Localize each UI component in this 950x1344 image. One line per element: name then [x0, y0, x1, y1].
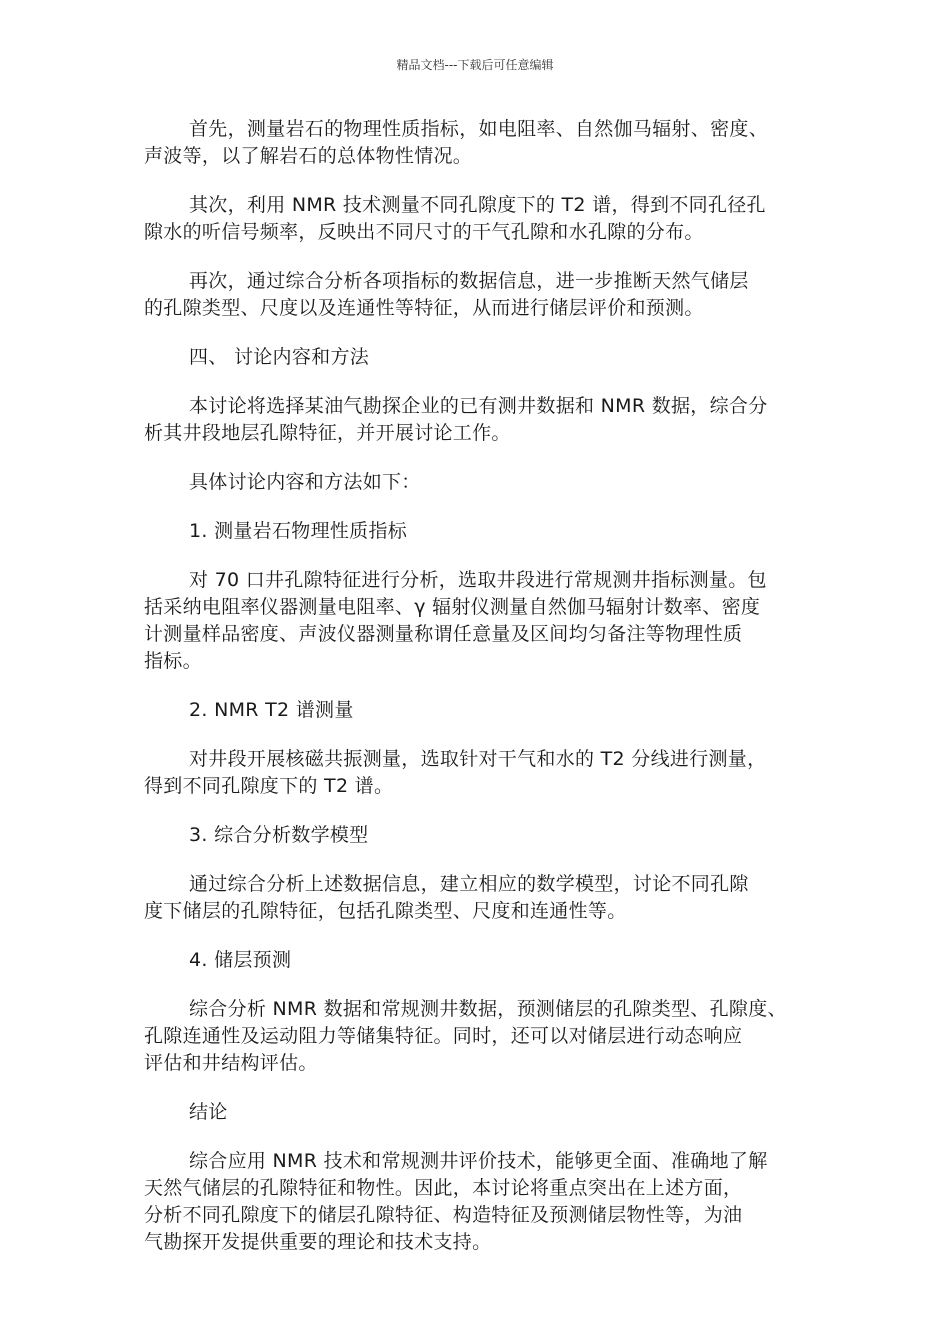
page-header: 精品文档---下载后可任意编辑 — [396, 58, 554, 72]
paragraph-line: 其次，利用 NMR 技术测量不同孔隙度下的 T2 谱，得到不同孔径孔 — [189, 194, 766, 216]
paragraph-line: 评估和井结构评估。 — [144, 1052, 318, 1074]
paragraph-line: 3. 综合分析数学模型 — [189, 824, 369, 846]
paragraph — [144, 518, 816, 545]
paragraph-line: 指标。 — [144, 650, 202, 672]
paragraph — [144, 393, 816, 447]
paragraph-line: 四、 讨论内容和方法 — [189, 346, 370, 368]
paragraph-line: 气勘探开发提供重要的理论和技术支持。 — [144, 1231, 492, 1253]
paragraph — [144, 567, 816, 675]
paragraph-line: 分析不同孔隙度下的储层孔隙特征、构造特征及预测储层物性等，为油 — [144, 1204, 743, 1226]
paragraph — [144, 1148, 816, 1256]
paragraph-line: 2. NMR T2 谱测量 — [189, 699, 354, 721]
document-body — [144, 116, 816, 1278]
paragraph-line: 的孔隙类型、尺度以及连通性等特征，从而进行储层评价和预测。 — [144, 297, 704, 319]
paragraph-line: 本讨论将选择某油气勘探企业的已有测井数据和 NMR 数据，综合分 — [189, 395, 768, 417]
paragraph-line: 再次，通过综合分析各项指标的数据信息，进一步推断天然气储层 — [189, 270, 749, 292]
paragraph — [144, 116, 816, 170]
paragraph-line: 结论 — [189, 1101, 228, 1123]
paragraph — [144, 1099, 816, 1126]
paragraph-line: 首先，测量岩石的物理性质指标，如电阻率、自然伽马辐射、密度、 — [189, 118, 769, 140]
paragraph-line: 析其井段地层孔隙特征，并开展讨论工作。 — [144, 422, 511, 444]
paragraph-line: 孔隙连通性及运动阻力等储集特征。同时，还可以对储层进行动态响应 — [144, 1025, 743, 1047]
paragraph-line: 通过综合分析上述数据信息，建立相应的数学模型，讨论不同孔隙 — [189, 873, 749, 895]
paragraph — [144, 344, 816, 371]
paragraph — [144, 822, 816, 849]
paragraph-line: 4. 储层预测 — [189, 949, 292, 971]
paragraph-line: 1. 测量岩石物理性质指标 — [189, 520, 408, 542]
paragraph-line: 具体讨论内容和方法如下： — [189, 471, 421, 493]
paragraph-line: 对井段开展核磁共振测量，选取针对干气和水的 T2 分线进行测量， — [189, 748, 767, 770]
paragraph-line: 括采纳电阻率仪器测量电阻率、γ 辐射仪测量自然伽马辐射计数率、密度 — [144, 596, 761, 618]
paragraph-line: 天然气储层的孔隙特征和物性。因此，本讨论将重点突出在上述方面， — [144, 1177, 743, 1199]
paragraph-line: 得到不同孔隙度下的 T2 谱。 — [144, 775, 394, 797]
paragraph — [144, 746, 816, 800]
paragraph-line: 声波等，以了解岩石的总体物性情况。 — [144, 145, 473, 167]
paragraph — [144, 996, 816, 1077]
paragraph-line: 综合应用 NMR 技术和常规测井评价技术，能够更全面、准确地了解 — [189, 1150, 768, 1172]
paragraph-line: 对 70 口井孔隙特征进行分析，选取井段进行常规测井指标测量。包 — [189, 569, 767, 591]
paragraph-line: 度下储层的孔隙特征，包括孔隙类型、尺度和连通性等。 — [144, 900, 627, 922]
paragraph — [144, 871, 816, 925]
paragraph — [144, 947, 816, 974]
paragraph-line: 计测量样品密度、声波仪器测量称谓任意量及区间均匀备注等物理性质 — [144, 623, 743, 645]
paragraph — [144, 697, 816, 724]
paragraph-line: 隙水的听信号频率，反映出不同尺寸的干气孔隙和水孔隙的分布。 — [144, 221, 704, 243]
paragraph — [144, 268, 816, 322]
paragraph — [144, 469, 816, 496]
paragraph-line: 综合分析 NMR 数据和常规测井数据，预测储层的孔隙类型、孔隙度、 — [189, 998, 787, 1020]
paragraph — [144, 192, 816, 246]
